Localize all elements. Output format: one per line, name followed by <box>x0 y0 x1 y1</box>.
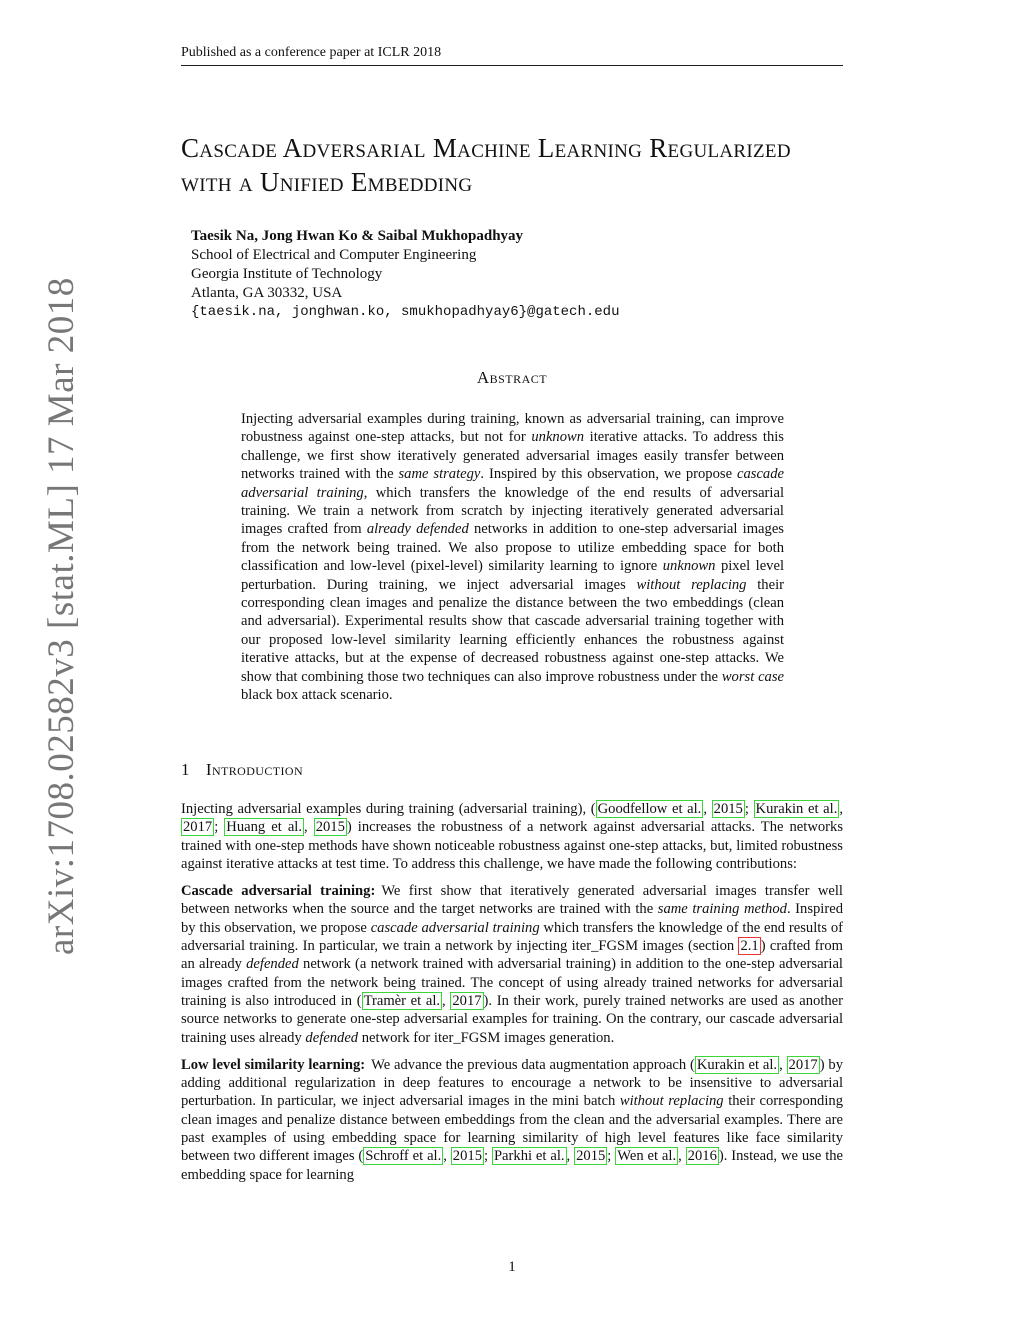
citation-link[interactable]: Wen et al. <box>617 1148 677 1165</box>
page-number: 1 <box>508 1259 516 1275</box>
citation-link[interactable]: 2017 <box>183 819 213 836</box>
intro-paragraph: Injecting adversarial examples during training (adversarial training), ( Goodfellow et al. , 2015 ; Kurakin et al. , 2017 ; Huang et al. , 2015 ) increases the robustness of a network against adversarial attacks. The networks trained with one-step methods have shown noticeable robustness against one-step attacks, but, limited robustness against iterative attacks at test time. To address this challenge, we have made the following contributions: <box>181 801 844 872</box>
citation-link[interactable]: Parkhi et al. <box>493 1148 565 1165</box>
section-title: Introduction <box>205 760 304 779</box>
citation-link[interactable]: Kurakin et al. <box>755 801 838 817</box>
citation-link[interactable]: 2015 <box>713 801 743 817</box>
section-number: 1 <box>181 760 190 779</box>
citation-link[interactable]: 2015 <box>452 1148 482 1165</box>
contribution-paragraph: Low level similarity learning: We advance the previous data augmentation approach ( Kurakin et al. , 2017 ) by adding additional regularization in deep features to encourage a network to be insensitive to adversarial perturbation. In particular, we inject adversarial images in the mini batch without replacing their corresponding clean images and penalize distance between embeddings from the clean and the adversarial examples. There are past examples of using embedding space for learning similarity of high level features like face similarity between two different images ( Schroff et al. , 2015 ; Parkhi et al. , 2015 ; Wen et al. , 2016 ). Instead, we use the embedding space for learning <box>181 1056 844 1183</box>
citation-link[interactable]: Kurakin et al. <box>696 1056 778 1073</box>
section-heading-introduction <box>181 760 303 780</box>
citation-link[interactable]: 2016 <box>687 1148 717 1165</box>
abstract-body: Injecting adversarial examples during training, known as adversarial training, can improve robustness against one-step attacks, but not for unknown iterative attacks. To address this challenge, we first show iteratively generated adversarial images easily transfer between networks trained with the same strategy. Inspired by this observation, we propose cascade adversarial training, which transfers the knowledge of the end results of adversarial training. We train a network from scratch by injecting iteratively generated adversarial images crafted from already defended networks in addition to one-step adversarial images from the network being trained. We also propose to utilize embedding space for both classification and low-level (pixel-level) similarity learning to ignore unknown pixel level perturbation. During training, we inject adversarial images without replacing their corresponding clean images and penalize the distance between the two embeddings (clean and adversarial). Experimental results show that cascade adversarial training together with our proposed low-level similarity learning efficiently enhances the robustness against iterative attacks, but at the expense of decreased robustness against one-step attacks. We show that combining those two techniques can also improve robustness under the worst case black box attack scenario. <box>241 411 785 704</box>
abstract-heading: Abstract <box>476 368 548 387</box>
section-reference-link[interactable]: 2.1 <box>740 938 759 955</box>
introduction-body <box>181 800 843 1193</box>
paragraph-lead: Cascade adversarial training: <box>181 883 376 900</box>
citation-link[interactable]: Schroff et al. <box>365 1148 442 1165</box>
citation-link[interactable]: 2017 <box>788 1056 818 1073</box>
contribution-paragraph: Cascade adversarial training: We first show that iteratively generated adversarial images transfer well between networks when the source and the target networks are trained with the same training method. Inspired by this observation, we propose cascade adversarial training which transfers the knowledge of the end results of adversarial training. In particular, we train a network by injecting iter_FGSM images (section 2.1 ) crafted from an already defended network (a network trained with adversarial training) in addition to the one-step adversarial images crafted from the network being trained. The concept of using already trained networks for adversarial training is also introduced in ( Tramèr et al. , 2017 ). In their work, purely trained networks are used as another source networks to generate one-step adversarial examples for training. On the contrary, our cascade adversarial training uses already defended network for iter_FGSM images generation. <box>181 883 844 1046</box>
affiliation-line: Georgia Institute of Technology <box>191 266 383 282</box>
paper-title: Cascade Adversarial Machine Learning Regularized with a Unified Embedding <box>181 133 791 197</box>
citation-link[interactable]: 2015 <box>576 1148 606 1165</box>
author-names: Taesik Na, Jong Hwan Ko & Saibal Mukhopadhyay <box>191 228 524 244</box>
author-block <box>191 227 619 322</box>
affiliation-line: Atlanta, GA 30332, USA <box>191 285 343 301</box>
citation-link[interactable]: Huang et al. <box>226 819 302 836</box>
arxiv-stamp: arXiv:1708.02582v3 [stat.ML] 17 Mar 2018 <box>41 277 82 955</box>
citation-link[interactable]: Tramèr et al. <box>363 992 441 1009</box>
author-emails: {taesik.na, jonghwan.ko, smukhopadhyay6}@gatech.edu <box>191 304 620 320</box>
citation-link[interactable]: 2015 <box>315 819 345 836</box>
citation-link[interactable]: Goodfellow et al. <box>597 801 702 817</box>
citation-link[interactable]: 2017 <box>452 992 482 1009</box>
paragraph-lead: Low level similarity learning: <box>181 1056 366 1073</box>
affiliation-line: School of Electrical and Computer Engineering <box>191 247 477 263</box>
running-head: Published as a conference paper at ICLR 2018 <box>181 44 843 66</box>
